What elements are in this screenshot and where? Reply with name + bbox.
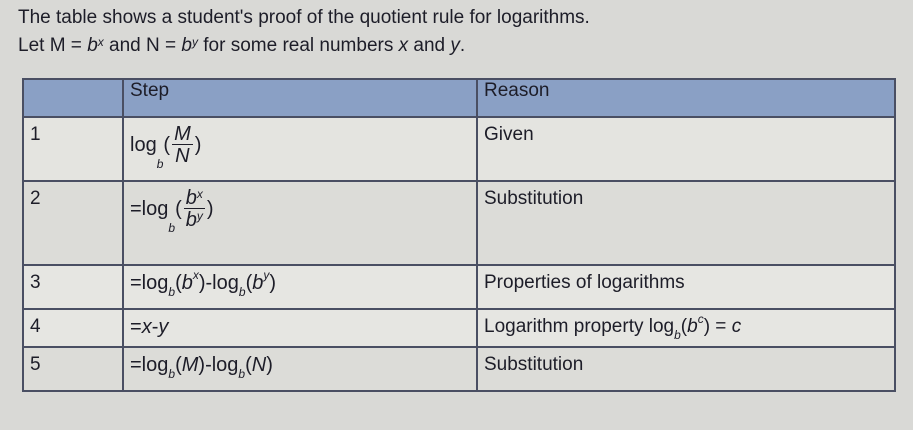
reason-cell: Properties of logarithms xyxy=(477,265,895,309)
row-number: 3 xyxy=(23,265,123,309)
table-row xyxy=(23,181,895,265)
step-cell: $=\log_b$( $\frac{b^x}{b^y}$ ) xyxy=(123,181,477,265)
intro-line-2 xyxy=(18,34,465,58)
table-row xyxy=(23,117,895,181)
let-n: $N = b^y$ xyxy=(146,35,198,56)
reason-cell: Logarithm property $\log_b(b^c) = c$ xyxy=(477,309,895,347)
row-number: 2 xyxy=(23,181,123,265)
header-step: Step xyxy=(123,79,477,117)
row-number: 5 xyxy=(23,347,123,391)
fraction: $\frac{M}{N}$ xyxy=(174,123,191,167)
table-header-row xyxy=(23,79,895,117)
row-number: 4 xyxy=(23,309,123,347)
step-cell: $\log_b$( $\frac{M}{N}$ ) xyxy=(123,117,477,181)
let-suffix: for some real numbers x and y. xyxy=(203,35,466,56)
table-row xyxy=(23,309,895,347)
proof-table xyxy=(22,78,896,392)
table-row xyxy=(23,347,895,391)
step-cell: $=\log_b(b^x)-\log_b(b^y)$ xyxy=(123,265,477,309)
step-cell: =x-y xyxy=(123,309,477,347)
row-number: 1 xyxy=(23,117,123,181)
intro-line-1: The table shows a student's proof of the quotient rule for logarithms. xyxy=(18,7,590,28)
reason-cell: Substitution xyxy=(477,181,895,265)
let-and: and xyxy=(109,35,147,56)
header-number xyxy=(23,79,123,117)
reason-cell: Substitution xyxy=(477,347,895,391)
fraction: $\frac{b^x}{b^y}$ xyxy=(185,187,203,231)
reason-cell: Given xyxy=(477,117,895,181)
step-cell: $=\log_b(M)-\log_b(N)$ xyxy=(123,347,477,391)
let-m: $M = b^x$ xyxy=(49,35,104,56)
header-reason: Reason xyxy=(477,79,895,117)
table-row xyxy=(23,265,895,309)
let-prefix: Let xyxy=(18,35,50,56)
